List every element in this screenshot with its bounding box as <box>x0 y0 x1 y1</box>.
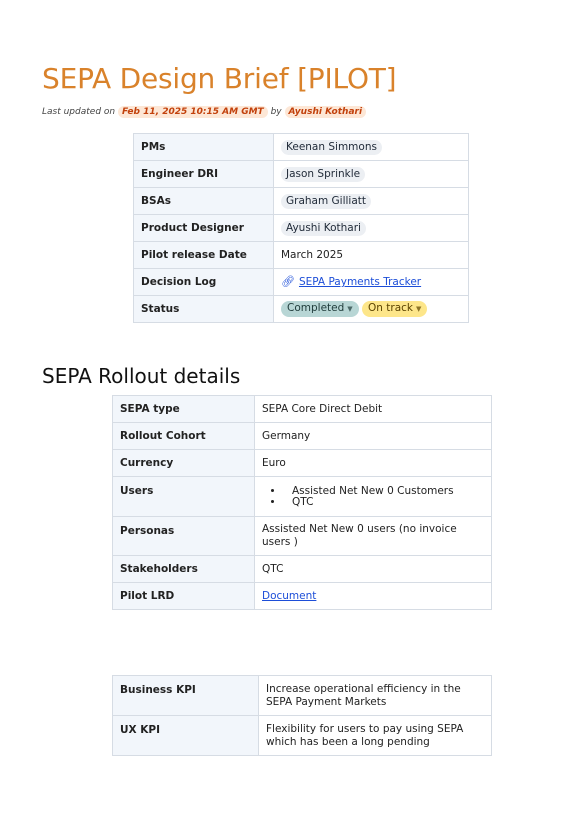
chevron-down-icon: ▼ <box>347 305 353 313</box>
table-row <box>113 517 492 556</box>
status-completed-text: Completed <box>287 302 345 314</box>
list-item: • Assisted Net New 0 Customers <box>284 486 484 497</box>
last-updated-date[interactable]: Feb 11, 2025 10:15 AM GMT <box>118 106 268 118</box>
bsa-mention[interactable]: Graham Gilliatt <box>281 194 371 209</box>
table-row <box>134 161 469 188</box>
decision-log-label: Decision Log <box>134 269 274 296</box>
table-row <box>134 188 469 215</box>
currency-label: Currency <box>113 450 255 477</box>
table-row <box>113 676 492 716</box>
status-label: Status <box>134 296 274 323</box>
stakeholders-value: QTC <box>255 556 492 583</box>
table-row <box>134 242 469 269</box>
table-row <box>113 583 492 610</box>
table-row <box>113 450 492 477</box>
personas-value: Assisted Net New 0 users (no invoice users ) <box>255 517 492 556</box>
pms-label: PMs <box>134 134 274 161</box>
cohort-label: Rollout Cohort <box>113 423 255 450</box>
pm-mention[interactable]: Keenan Simmons <box>281 140 382 155</box>
personas-label: Personas <box>113 517 255 556</box>
table-row <box>113 477 492 517</box>
author-mention[interactable]: Ayushi Kothari <box>285 106 367 118</box>
decision-log-link[interactable]: SEPA Payments Tracker <box>298 276 422 288</box>
last-updated-prefix: Last updated on <box>42 107 116 117</box>
table-row <box>134 215 469 242</box>
table-row <box>134 296 469 323</box>
last-updated-line <box>42 106 366 118</box>
status-completed-badge[interactable] <box>281 301 359 317</box>
ux-kpi-value: Flexibility for users to pay using SEPA which has been a long pending <box>259 716 492 756</box>
designer-cell <box>274 215 469 242</box>
users-label: Users <box>113 477 255 517</box>
list-item: • QTC <box>284 497 484 508</box>
engineer-label: Engineer DRI <box>134 161 274 188</box>
stakeholders-label: Stakeholders <box>113 556 255 583</box>
status-ontrack-text: On track <box>368 302 413 314</box>
table-row <box>134 134 469 161</box>
table-row <box>134 269 469 296</box>
kpi-table <box>112 675 492 756</box>
ux-kpi-label: UX KPI <box>113 716 259 756</box>
pilot-lrd-label: Pilot LRD <box>113 583 255 610</box>
sepa-type-label: SEPA type <box>113 396 255 423</box>
release-date-label: Pilot release Date <box>134 242 274 269</box>
page-title: SEPA Design Brief [PILOT] <box>42 62 397 95</box>
table-row <box>113 556 492 583</box>
status-ontrack-badge[interactable] <box>362 301 427 317</box>
chevron-down-icon: ▼ <box>416 305 422 313</box>
designer-mention[interactable]: Ayushi Kothari <box>281 221 366 236</box>
business-kpi-value: Increase operational efficiency in the SEPA Payment Markets <box>259 676 492 716</box>
bsas-cell <box>274 188 469 215</box>
designer-label: Product Designer <box>134 215 274 242</box>
last-updated-by: by <box>270 107 282 117</box>
link-icon: 🔗︎ <box>281 275 295 288</box>
pms-cell <box>274 134 469 161</box>
business-kpi-label: Business KPI <box>113 676 259 716</box>
pilot-lrd-link[interactable]: Document <box>262 589 317 602</box>
engineer-mention[interactable]: Jason Sprinkle <box>281 167 365 182</box>
sepa-type-value: SEPA Core Direct Debit <box>255 396 492 423</box>
table-row <box>113 716 492 756</box>
currency-value: Euro <box>255 450 492 477</box>
project-info-table <box>133 133 469 323</box>
table-row <box>113 396 492 423</box>
table-row <box>113 423 492 450</box>
release-date-value: March 2025 <box>274 242 469 269</box>
bsas-label: BSAs <box>134 188 274 215</box>
engineer-cell <box>274 161 469 188</box>
decision-log-cell <box>274 269 469 296</box>
rollout-heading: SEPA Rollout details <box>42 364 241 388</box>
pilot-lrd-cell <box>255 583 492 610</box>
status-cell <box>274 296 469 323</box>
users-list <box>262 486 484 508</box>
users-cell <box>255 477 492 517</box>
rollout-table <box>112 395 492 610</box>
cohort-value: Germany <box>255 423 492 450</box>
